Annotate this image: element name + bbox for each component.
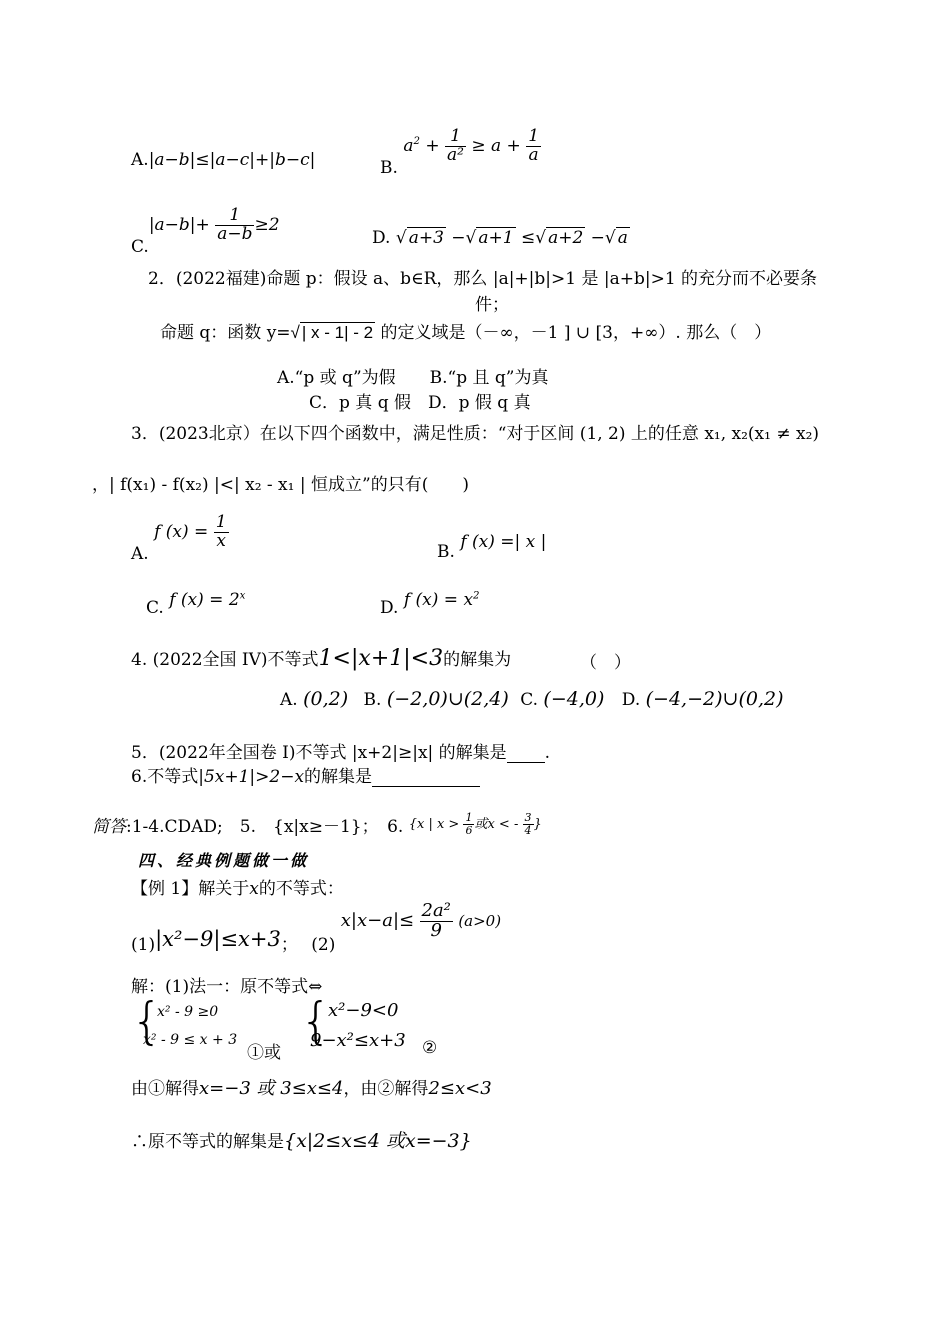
example1-label: 【例 1】解关于x的不等式： (131, 879, 344, 899)
q1-option-a (131, 150, 315, 170)
q4-option-a: (0,2) (303, 688, 349, 710)
q4-stem (131, 645, 511, 671)
q6-suffix: 的解集是 (304, 767, 373, 787)
q1-option-c (131, 205, 280, 257)
q4-paren: （ ） (580, 653, 631, 673)
q1-option-b-sup: 2 (413, 136, 420, 148)
q1-option-b-ge: ≥ a + (471, 135, 521, 156)
q4-option-b-label: B. (363, 690, 382, 710)
q6-blank (372, 786, 480, 787)
system1-brace: { (131, 992, 163, 1050)
system2-line1: x²−9<0 (328, 1000, 399, 1021)
problem2-label: (2) (311, 934, 336, 955)
q1-option-d-label: D. (372, 228, 391, 248)
q3-line2: ，| f(x₁) - f(x₂) |<| x₂ - x₁ | 恒成立”的只有( ) (92, 475, 469, 495)
q5-text: 5．(2022年全国卷 I)不等式 |x+2|≥|x| 的解集是 (131, 743, 507, 763)
answer-set: {x | x > 1 6 或x < - 3 4 } (408, 811, 542, 837)
final-set: {x|2≤x≤4 或x=−3} (284, 1130, 472, 1152)
q1-option-b (380, 126, 541, 178)
q3-option-a-label: A. (131, 543, 149, 564)
q2-line3: 命题 q：函数 y=√ | x - 1| - 2 的定义域是（－∞，－1 ] ∪ [3，+∞）. 那么（ ） (160, 323, 772, 343)
q1-option-b-fraction: $\frac{1}{\text{a²}}$ (447, 126, 464, 165)
answer-text: :1-4.CDAD; 5. {x|x≥－1}； 6. (126, 817, 404, 837)
problem2-lhs: x|x−a|≤ (340, 909, 415, 931)
q4-inequality: 1<|x+1|<3 (318, 646, 444, 671)
q2-sqrt-expr: | x - 1| - 2 (301, 323, 374, 342)
q1-option-a-label: A. (131, 150, 149, 170)
example1-var: x (249, 879, 259, 899)
system1-line2: x² - 9 ≤ x + 3 (143, 1032, 238, 1048)
q1-option-c-lhs: |a−b|+ (148, 214, 210, 235)
q4-option-c-label: C. (520, 690, 539, 710)
q4-option-a-label: A. (280, 690, 298, 710)
problem2-condition: (a>0) (458, 911, 502, 930)
q3-option-c-label: C. (146, 598, 164, 618)
q4-option-b: (−2,0)∪(2,4) (386, 688, 509, 710)
q3-option-b (437, 532, 547, 562)
problem1-label: (1) (131, 934, 156, 955)
q2-options-ab: A.“p 或 q”为假 B.“p 且 q”为真 (277, 368, 549, 388)
final-answer: ∴原不等式的解集是{x|2≤x≤4 或x=−3} (131, 1130, 472, 1152)
q3-option-c (146, 590, 246, 618)
q3-option-a (131, 512, 229, 564)
q6 (131, 762, 480, 787)
q5-blank (507, 762, 545, 763)
q1-option-a-expr: |a−b|≤|a−c|+|b−c| (148, 150, 316, 170)
solution-intro: 解：(1)法一：原不等式⇔ (131, 977, 323, 997)
q3-option-d (380, 590, 480, 618)
section-title: 四、经典例题做一做 (138, 851, 310, 870)
q6-inequality: |5x+1|>2−x (198, 767, 305, 787)
q2-line3-prefix: 命题 q：函数 y= (160, 323, 291, 343)
example1-problems: (1)|x²−9|≤x+3； (2) x|x−a|≤ $\frac{\text{2a²}}{9}$ (a>0) (131, 900, 502, 955)
q3-line1: 3．(2023北京）在以下四个函数中，满足性质：“对于区间 (1, 2) 上的任意 x₁, x₂(x₁ ≠ x₂) (131, 424, 820, 444)
q1-option-d-sqrt4: a (617, 228, 628, 248)
answer-frac1: $\frac{1}{6}$ (465, 811, 473, 837)
q3-option-c-expr: f (x) = 2 (169, 590, 240, 610)
q4-options (280, 688, 783, 710)
q1-option-d-sqrt1: a+3 (408, 228, 444, 248)
q1-option-d: D. √ a+3 −√ a+1 ≤√ a+2 −√ a (372, 228, 628, 248)
system1-line1: x² - 9 ≥0 (157, 1004, 219, 1020)
q3-option-a-lhs: f (x) = (154, 521, 209, 542)
q2-line3-suffix: 的定义域是（－∞，－1 ] ∪ [3，+∞）. 那么（ ） (380, 323, 772, 343)
q1-option-b-lhs: a (403, 135, 414, 156)
q3-option-a-fraction: $\frac{1}{x}$ (215, 512, 227, 551)
result1-math: x=−3 或 3≤x≤4 (199, 1078, 344, 1099)
answer-label: 简答 (92, 817, 126, 837)
q1-option-b-plus: + (425, 135, 440, 156)
q1-option-d-sqrt3: a+2 (548, 228, 584, 248)
q2-line2: 件； (475, 295, 509, 315)
q3-option-b-label: B. (437, 542, 455, 562)
q1-option-b-fraction2: $\frac{1}{a}$ (528, 126, 540, 165)
or-text: 或 (264, 1043, 281, 1063)
result2-math: 2≤x<3 (428, 1078, 492, 1099)
problem2-fraction: $\frac{\text{2a²}}{9}$ (421, 900, 451, 941)
q3-option-d-label: D. (380, 598, 399, 618)
q4-option-c: (−4,0) (543, 688, 605, 710)
q6-prefix: 6.不等式 (131, 767, 199, 787)
q1-option-c-rhs: ≥2 (254, 214, 280, 235)
q3-option-c-sup: x (239, 590, 246, 602)
answer-line (92, 812, 542, 841)
q3-option-d-sup: 2 (473, 590, 480, 602)
system2-line2: 9−x²≤x+3 (310, 1030, 406, 1051)
q1-option-b-label: B. (380, 157, 398, 178)
result-line: 由①解得x=−3 或 3≤x≤4，由②解得2≤x<3 (131, 1078, 492, 1099)
q4-prefix: 4. (2022全国 IV)不等式 (131, 650, 319, 670)
q2-options-cd: C．p 真 q 假 D．p 假 q 真 (309, 393, 531, 413)
q3-option-b-expr: f (x) =| x | (460, 532, 547, 552)
problem1-expr: |x²−9|≤x+3 (155, 926, 281, 951)
q5: 5．(2022年全国卷 I)不等式 |x+2|≥|x| 的解集是 . (131, 743, 551, 763)
answer-frac2: $\frac{3}{4}$ (524, 811, 532, 837)
q1-option-d-sqrt2: a+1 (478, 228, 514, 248)
system2-brace: { (300, 992, 332, 1050)
q4-suffix: 的解集为 (443, 650, 512, 670)
q4-option-d-label: D. (621, 690, 641, 710)
q1-option-c-label: C. (131, 236, 149, 257)
q4-option-d: (−4,−2)∪(0,2) (645, 688, 784, 710)
system1-tag: ①或 (247, 1043, 281, 1063)
q1-option-c-fraction: $\frac{1}{a-b}$ (217, 205, 253, 244)
q2-line1: 2．(2022福建)命题 p：假设 a、b∈R，那么 |a|+|b|>1 是 |a+b|>1 的充分而不必要条 (148, 269, 818, 289)
q3-option-d-expr: f (x) = x (403, 590, 474, 610)
system2-tag: ② (422, 1038, 438, 1058)
